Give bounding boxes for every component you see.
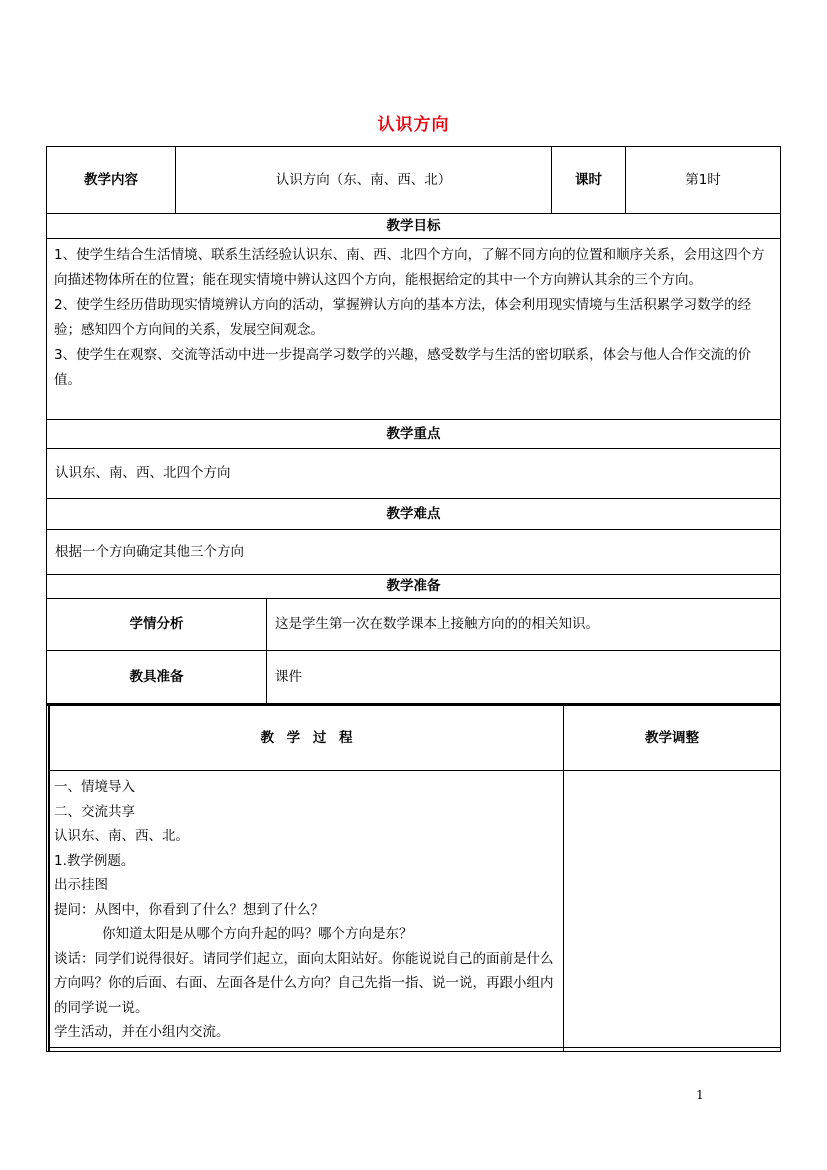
process-line: 一、情境导入	[54, 779, 135, 795]
process-content	[54, 775, 559, 1045]
process-line: 提问：从图中，你看到了什么？想到了什么？	[54, 901, 324, 918]
tools-label: 教具准备	[129, 668, 184, 685]
row-divider	[47, 238, 780, 239]
process-line: 认识东、南、西、北。	[54, 828, 189, 844]
bottom-inner-line	[49, 1047, 780, 1048]
objectives-heading: 教学目标	[386, 217, 441, 234]
objective-item: 2、使学生经历借助现实情境辨认方向的活动，掌握辨认方向的基本方法，体会利用现实情境与生活积累学习数学的经验；感知四个方向间的关系，发展空间观念。	[54, 297, 752, 338]
difficulties-text: 根据一个方向确定其他三个方向	[55, 543, 244, 560]
key-points-heading: 教学重点	[386, 425, 441, 442]
key-points-text: 认识东、南、西、北四个方向	[55, 465, 231, 481]
row-divider	[49, 770, 780, 771]
process-line: 谈话：同学们说得很好。请同学们起立，面向太阳站好。你能说说自己的面前是什么方向吗？你的后面、右面、左面各是什么方向？自己先指一指、说一说，再跟小组内的同学说一说。	[54, 950, 554, 1016]
process-line: 二、交流共享	[54, 803, 135, 820]
objective-item: 3、使学生在观察、交流等活动中进一步提高学习数学的兴趣，感受数学与生活的密切联系，体会与他人合作交流的价值。	[54, 347, 752, 388]
objective-item: 1、使学生结合生活情境、联系生活经验认识东、南、西、北四个方向，了解不同方向的位置和顺序关系，会用这四个方向描述物体所在的位置；能在现实情境中辨认这四个方向，能根据给定的其中一个方向辨认其余的三个方向。	[54, 247, 765, 288]
preparation-heading: 教学准备	[386, 578, 441, 594]
tools-value: 课件	[275, 668, 302, 685]
process-line: 学生活动，并在小组内交流。	[54, 1024, 230, 1040]
process-line: 你知道太阳是从哪个方向升起的吗？哪个方向是东？	[102, 926, 413, 942]
difficulties-heading: 教学难点	[386, 505, 441, 522]
analysis-label: 学情分析	[129, 616, 184, 632]
content-label: 教学内容	[84, 171, 138, 188]
objectives-list	[54, 243, 778, 393]
content-value: 认识方向（东、南、西、北）	[275, 171, 452, 188]
analysis-value: 这是学生第一次在数学课本上接触方向的的相关知识。	[275, 616, 599, 632]
page-number: 1	[696, 1088, 704, 1102]
adjust-heading: 教学调整	[645, 729, 699, 746]
period-label: 课时	[575, 171, 602, 188]
process-line: 出示挂图	[54, 877, 108, 893]
document-title: 认识方向	[377, 115, 450, 135]
process-line: 1.教学例题。	[54, 852, 135, 869]
process-heading: 教 学 过 程	[260, 729, 353, 746]
period-value: 第1时	[685, 171, 721, 188]
